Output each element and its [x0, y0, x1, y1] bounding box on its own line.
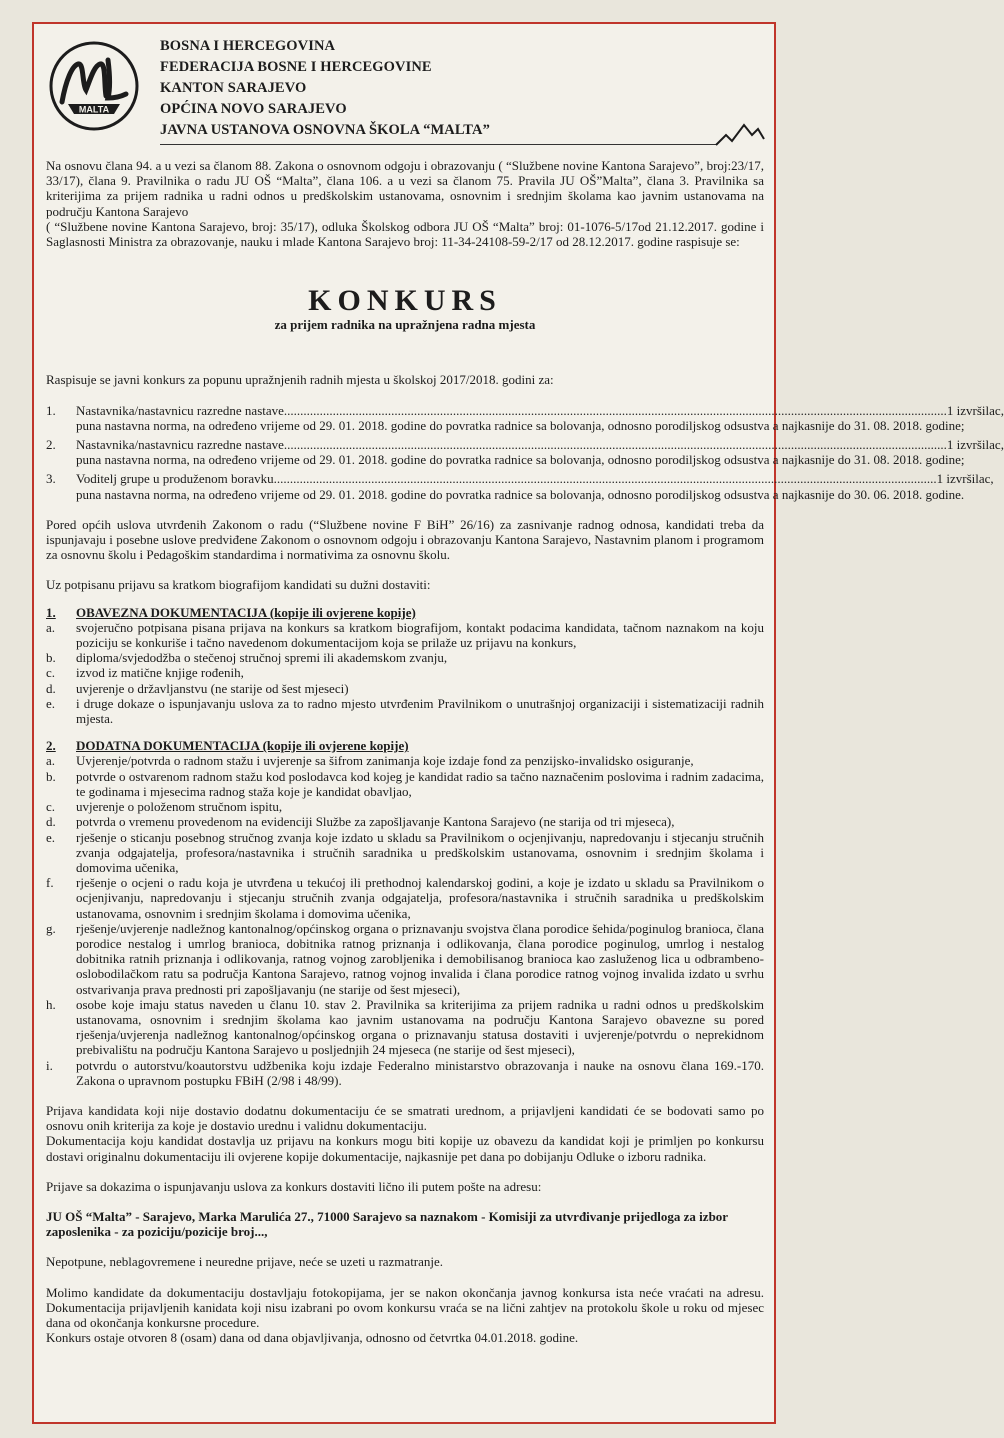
position-item	[46, 402, 1004, 433]
list-item: e. i druge dokaze o ispunjavanju uslova za to radno mjesto utvrđenim Pravilnikom o unutrašnjoj organizaciji i sistematizaciji radnih mjesta.	[46, 695, 764, 727]
list-item: d. uvjerenje o državljanstvu (ne starije od šest mjeseci)	[46, 680, 349, 696]
institution-line: OPĆINA NOVO SARAJEVO	[160, 101, 347, 117]
school-logo	[48, 40, 140, 132]
section-title	[46, 738, 764, 753]
list-item: f. rješenje o ocjeni o radu koja je utvrđena u tekućoj ili prethodnoj kalendarskoj godini, a koje je izdato u skladu sa Pravilnikom o ocjenjivanju, napredovanju i stjecanju stručnih zvanja odgajatelja, profesora/nastavnika i stručnih saradnika u predškolskim ustanovama, osnovnim i srednjim školama i domovima učenika,	[46, 875, 764, 921]
list-item: c. uvjerenje o položenom stručnom ispitu,	[46, 799, 283, 815]
note-additional-docs: Prijava kandidata koji nije dostavio dodatnu dokumentaciju će se smatrati urednom, a prijavljeni kandidati će se bodovati samo po osnovu onih kriterija za koje je dostavio urednu i validnu dokumentaciju.	[46, 1102, 764, 1134]
logo-text: MALTA	[78, 104, 110, 115]
position-number: 2.	[46, 437, 56, 453]
position-desc: puna nastavna norma, na određeno vrijeme od 29. 01. 2018. godine do povratka radnice sa bolovanja, odnosno porodiljskog odsustva a najkasnije do 31. 08. 2018. godine;	[76, 452, 965, 468]
section1-list	[46, 620, 764, 726]
institution-line: BOSNA I HERCEGOVINA	[160, 38, 336, 54]
announcement: Raspisuje se javni konkurs za popunu upražnjenih radnih mjesta u školskoj 2017/2018. godini za:	[46, 372, 554, 388]
legal-basis: Na osnovu člana 94. a u vezi sa članom 88. Zakona o osnovnom odgoju i obrazovanju ( “Službene novine Kantona Sarajevo”, broj:23/17, 33/17), člana 9. Pravilnika o radu JU OŠ “Malta”, člana 106. a u vezi sa članom 75. Pravila JU OŠ”Malta”, člana 3. Pravilnika sa kriterijima za prijem radnika u radni odnos u predškolskim ustanovama, osnovnim i srednjim školama kao javnim ustanovama na području Kantona Sarajevo	[46, 158, 764, 219]
section-number: 1.	[46, 604, 56, 620]
position-count: 1 izvršilac,	[946, 402, 1004, 418]
institution-block	[160, 36, 490, 141]
general-conditions: Pored općih uslova utvrđenih Zakonom o radu (“Službene novine F BiH” 26/16) za zasnivanje radnog odnosa, kandidati treba da ispunjavaju i posebne uslove predviđene Zakonom o osnovnom odgoju i obrazovanju Kantona Sarajevo, Nastavnim planom i programom za osnovnu školu i Pedagoškim standardima i normativima za osnovnu školu.	[46, 516, 764, 563]
mountain-icon	[714, 119, 766, 149]
list-item: d. potvrda o vremenu provedenom na evidenciji Službe za zapošljavanje Kantona Sarajevo (ne starija od tri mjeseca),	[46, 814, 675, 830]
position-number: 1.	[46, 402, 56, 418]
section-number: 2.	[46, 738, 56, 754]
section-title	[46, 605, 764, 620]
institution-line: KANTON SARAJEVO	[160, 80, 307, 96]
list-item: b. potvrde o ostvarenom radnom stažu kod poslodavca kod kojeg je kandidat radio sa tačno naznačenim poslovima i radnim zadacima, te godinama i mjesecima radnog staža koje je kandidat obavljao,	[46, 768, 764, 799]
section-heading: DODATNA DOKUMENTACIJA (kopije ili ovjerene kopije)	[76, 738, 409, 754]
institution-line: JAVNA USTANOVA OSNOVNA ŠKOLA “MALTA”	[160, 122, 490, 138]
position-desc: puna nastavna norma, na određeno vrijeme od 29. 01. 2018. godine do povratka radnice sa bolovanja, odnosno porodiljskog odsustva a najkasnije do 30. 06. 2018. godine.	[76, 486, 965, 502]
position-item	[46, 471, 994, 502]
position-count: 1 izvršilac,	[946, 437, 1004, 453]
position-title: Nastavnika/nastavnicu razredne nastave	[76, 402, 284, 418]
list-item: c. izvod iz matične knjige rođenih,	[46, 665, 244, 681]
position-number: 3.	[46, 471, 56, 487]
final-note: Molimo kandidate da dokumentaciju dostavljaju fotokopijama, jer se nakon okončanja javnog konkursa ista neće vraćati na adresu. Dokumentacija prijavljenih kanidata koji nisu izabrani po ovom konkursu vraća se na lični zahtjev na protokolu škole u roku od mjesec dana od okončanja konkursne procedure.	[46, 1284, 764, 1330]
list-item: a. Uvjerenje/potvrda o radnom stažu i uvjerenje sa šifrom zanimanja koje izdaje fond za penzijsko-invalidsko osiguranje,	[46, 753, 694, 769]
header-rule	[160, 144, 716, 145]
legal-basis-cont: ( “Službene novine Kantona Sarajevo, broj: 35/17), odluka Školskog odbora JU OŠ “Malta” broj: 01-1076-5/17od 21.12.2017. godine i Saglasnosti Ministra za obrazovanje, nauku i mlade Kantona Sarajevo broj: 11-34-24108-59-2/17 od 28.12.2017. godine raspisuje se:	[46, 218, 764, 250]
submission-address: JU OŠ “Malta” - Sarajevo, Marka Marulića 27., 71000 Sarajevo sa naznakom - Komisiji za utvrđivanje prijedloga za izbor zaposlenika - za poziciju/pozicije broj...,	[46, 1208, 728, 1240]
section2-list	[46, 753, 764, 1087]
position-desc: puna nastavna norma, na određeno vrijeme od 29. 01. 2018. godine do povratka radnice sa bolovanja, odnosno porodiljskog odsustva a najkasnije do 31. 08. 2018. godine;	[76, 417, 965, 433]
position-title: Voditelj grupe u produženom boravku	[76, 471, 274, 487]
notice-title: KONKURS	[308, 284, 502, 318]
list-item: g. rješenje/uvjerenje nadležnog kantonalnog/općinskog organa o priznavanju svojstva člana porodice šehida/poginulog branioca, člana porodice nestalog i umrlog branioca, dobitnika ratnog priznanja i odlikovanja, člana porodice poginulog, umrlog i nestalog dobitnika ratnih priznanja i odlikovanja, ratnog vojnog zarobljenika i demobilisanog branioca kao zasluženog lica u odbrambeno-oslobodilačkom ratu sa područja Kantona Sarajevo, ratnog vojnog invalida i člana porodice ratnog vojnog invalida izdato u svrhu ostvarivanja prava prednosti pri zapošljavanju (ne starije od šest mjeseci),	[46, 920, 764, 997]
address-intro: Prijave sa dokazima o ispunjavanju uslova za konkurs dostaviti lično ili putem pošte na adresu:	[46, 1178, 542, 1194]
list-item: a. svojeručno potpisana pisana prijava na konkurs sa kratkom biografijom, kontakt podacima kandidata, tačnom naznakom na koju poziciju se konkuriše i tačno navedenom dokumentacijom koja se prilaže uz prijavu na konkurs,	[46, 619, 764, 651]
note-copies: Dokumentacija koju kandidat dostavlja uz prijavu na konkurs mogu biti kopije uz obavezu da kandidat koji je primljen po konkursu dostavi originalnu dokumentaciju ili ovjerene kopije dokumentacije, najkasnije pet dana po dobijanju Odluke o izboru radnika.	[46, 1133, 764, 1164]
list-item: i. potvrdu o autorstvu/koautorstvu udžbenika koju izdaje Federalno ministarstvo obrazovanja i nauke na osnovu člana 169.-170. Zakona o upravnom postupku FBiH (2/98 i 48/99).	[46, 1057, 764, 1088]
position-item	[46, 437, 1004, 468]
notice-subtitle: za prijem radnika na upražnjena radna mjesta	[274, 317, 536, 333]
institution-line: FEDERACIJA BOSNE I HERCEGOVINE	[160, 59, 432, 75]
list-item: h. osobe koje imaju status naveden u članu 10. stav 2. Pravilnika sa kriterijima za prijem radnika u radni odnos u predškolskim ustanovama, osnovnim i srednjim školama kao javnim ustanovama na području Kantona Sarajevo obavezne su pored rješenja/uvjerenja nadležnog kantonalnog/općinskog organa o priznavanju statusa dostaviti i uvjerenje/potvrdu o neprekidnom prebivalištu na području Kantona Sarajevo u posljednjih 24 mjeseca (ne starije od šest mjeseci),	[46, 996, 764, 1058]
notice-body	[46, 158, 1004, 1346]
konkurs-notice	[32, 22, 1004, 1424]
position-title: Nastavnika/nastavnicu razredne nastave	[76, 437, 284, 453]
list-item: e. rješenje o sticanju posebnog stručnog zvanja koje izdato u skladu sa Pravilnikom o ocjenjivanju, napredovanju i stjecanju stručnih zvanja odgajatelja, profesora/nastavnika i stručnih saradnika u predškolskim ustanovama, osnovnim i srednjim školama i domovima učenika,	[46, 829, 764, 875]
positions-list	[46, 402, 1004, 502]
incomplete-note: Nepotpune, neblagovremene i neuredne prijave, neće se uzeti u razmatranje.	[46, 1254, 444, 1270]
section-heading: OBAVEZNA DOKUMENTACIJA (kopije ili ovjerene kopije)	[76, 604, 416, 620]
submit-intro: Uz potpisanu prijavu sa kratkom biografijom kandidati su dužni dostaviti:	[46, 577, 431, 593]
notice-header	[34, 24, 774, 154]
position-count: 1 izvršilac,	[936, 471, 994, 487]
open-period: Konkurs ostaje otvoren 8 (osam) dana od dana objavljivanja, odnosno od četvrtka 04.01.2018. godine.	[46, 1330, 579, 1346]
list-item: b. diploma/svjedodžba o stečenoj stručnoj spremi ili akademskom zvanju,	[46, 650, 448, 666]
